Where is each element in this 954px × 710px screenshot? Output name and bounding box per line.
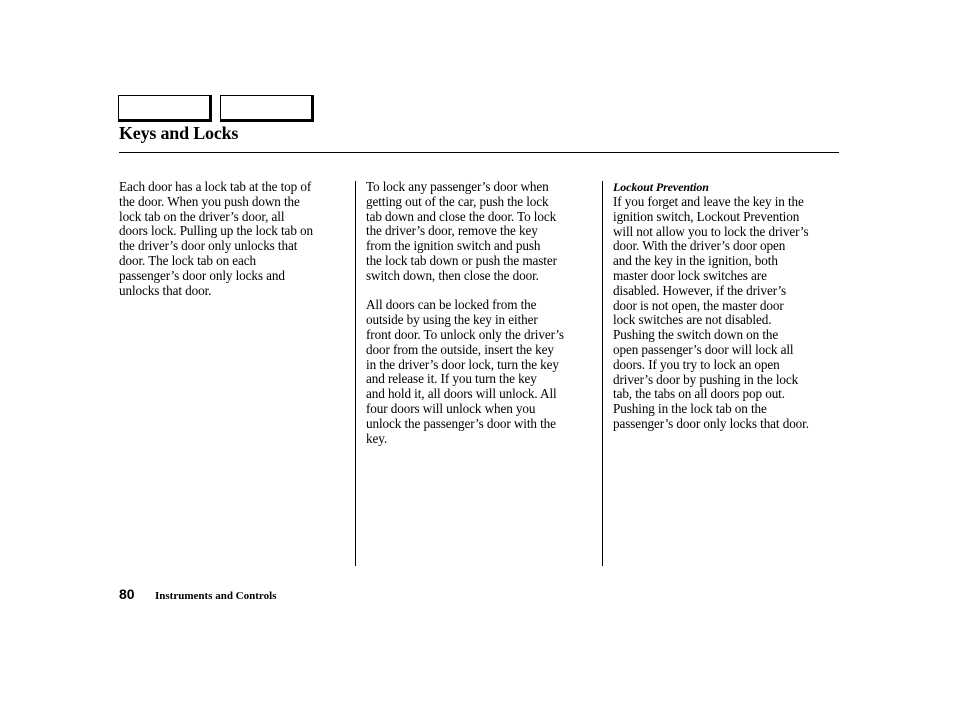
column-3 xyxy=(613,180,845,432)
section-name: Instruments and Controls xyxy=(155,590,277,602)
lockout-prevention-heading: Lockout Prevention xyxy=(613,180,709,194)
col2-paragraph-1: To lock any passenger’s door when getting out of the car, push the lock tab down and close the door. To lock the driver’s door, remove the key from the ignition switch and push the lock tab down or push the master switch down, then close the door. xyxy=(366,179,557,283)
col1-paragraph-1: Each door has a lock tab at the top of the door. When you push down the lock tab on the driver’s door, all doors lock. Pulling up the lock tab on the driver’s door only unlocks that door. The lock tab on each passenger’s door only locks and unlocks that door. xyxy=(119,179,313,298)
column-divider-2 xyxy=(602,181,603,566)
page-title: Keys and Locks xyxy=(119,123,239,143)
col2-paragraph-2: All doors can be locked from the outside by using the key in either front door. To unlock only the driver’s door from the outside, insert the key in the driver’s door lock, turn the key and release it. If you turn the key and hold it, all doors will unlock. All four doors will unlock when you unlock the passenger’s door with the key. xyxy=(366,297,564,446)
page-number: 80 xyxy=(119,586,135,602)
column-2 xyxy=(366,180,600,446)
column-divider-1 xyxy=(355,181,356,566)
title-divider xyxy=(119,152,839,153)
col3-paragraph-1: If you forget and leave the key in the ignition switch, Lockout Prevention will not allow you to lock the driver’s door. With the driver’s door open and the key in the ignition, both master door lock switches are disabled. However, if the driver’s door is not open, the master door lock switches are not disabled. Pushing the switch down on the open passenger’s door will lock all doors. If you try to lock an open driver’s door by pushing in the lock tab, the tabs on all doors pop out. Pushing in the lock tab on the passenger’s door only locks that door. xyxy=(613,194,809,431)
column-1 xyxy=(119,180,349,298)
nav-previous-button[interactable] xyxy=(118,95,212,122)
nav-next-button[interactable] xyxy=(220,95,314,122)
